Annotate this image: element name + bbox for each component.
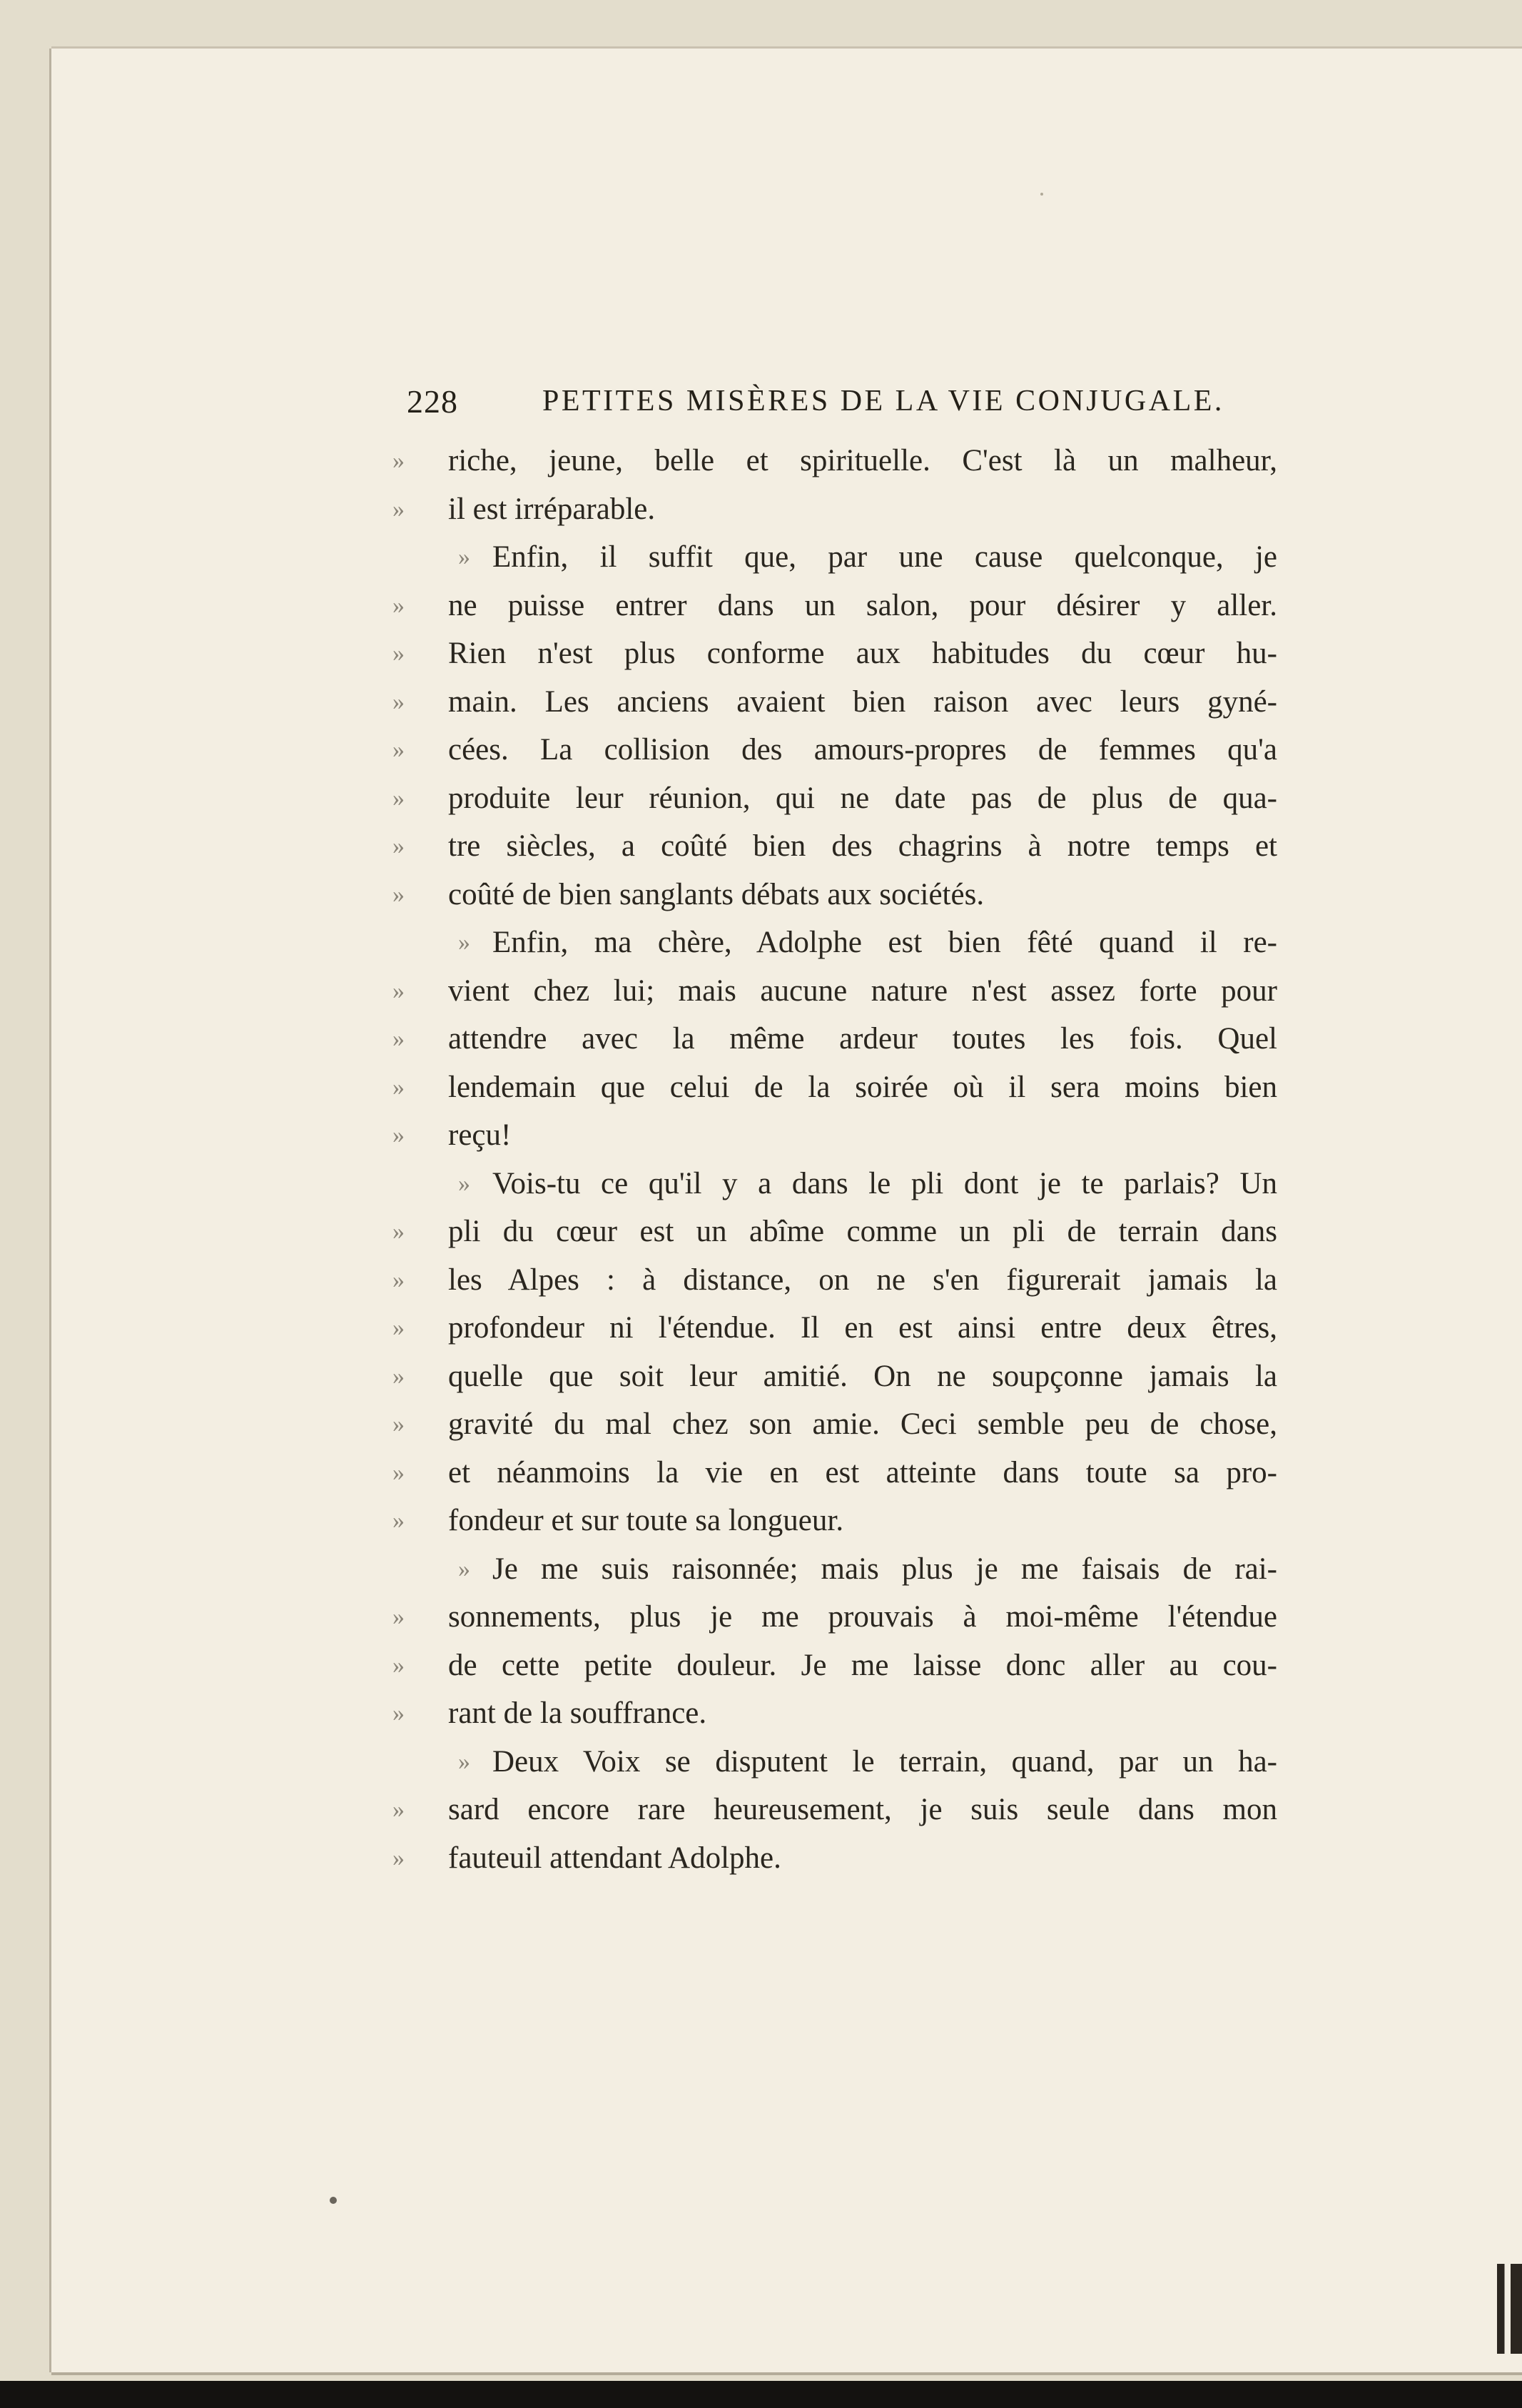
line-text: les Alpes : à distance, on ne s'en figurerait jamais la (448, 1263, 1277, 1297)
text-line (392, 533, 1277, 582)
quote-mark: » (392, 1315, 405, 1341)
page-header (407, 383, 1224, 425)
page-number: 228 (407, 383, 458, 420)
line-text: fondeur et sur toute sa longueur. (448, 1504, 844, 1537)
line-text: coûté de bien sanglants débats aux sociétés. (448, 877, 985, 911)
quote-mark: » (392, 1122, 405, 1148)
text-line (392, 1497, 1277, 1545)
text-line (392, 1449, 1277, 1497)
quote-mark: » (392, 1700, 405, 1726)
text-line (392, 1256, 1277, 1305)
quote-mark: » (392, 1651, 405, 1679)
quote-mark: » (392, 1507, 405, 1534)
quote-mark: » (458, 1170, 470, 1197)
line-text: Vois-tu ce qu'il y a dans le pli dont je te parlais? Un (492, 1166, 1277, 1200)
quote-mark: » (392, 640, 405, 667)
line-text: Je me suis raisonnée; mais plus je me faisais de rai- (492, 1552, 1277, 1586)
text-line (392, 1641, 1277, 1690)
line-text: ne puisse entrer dans un salon, pour désirer y aller. (448, 588, 1277, 622)
quote-mark: » (458, 1555, 470, 1582)
quote-mark: » (392, 592, 405, 619)
quote-mark: » (392, 1411, 405, 1437)
text-line (392, 1545, 1277, 1594)
text-line (392, 485, 1277, 534)
text-line (392, 1160, 1277, 1208)
line-text: riche, jeune, belle et spirituelle. C'est là un malheur, (448, 444, 1277, 477)
line-text: pli du cœur est un abîme comme un pli de terrain dans (448, 1215, 1277, 1248)
line-text: quelle que soit leur amitié. On ne soupçonne jamais la (448, 1359, 1277, 1393)
line-text: main. Les anciens avaient bien raison avec leurs gyné- (448, 684, 1277, 719)
quote-mark: » (392, 688, 405, 715)
quote-mark: » (392, 1073, 405, 1101)
text-line (392, 1834, 1277, 1883)
line-text: de cette petite douleur. Je me laisse donc aller au cou- (448, 1648, 1277, 1682)
text-line (392, 919, 1277, 967)
quote-mark: » (392, 784, 405, 811)
quote-mark: » (392, 1266, 405, 1293)
line-text: rant de la souffrance. (448, 1696, 707, 1730)
text-line (392, 1111, 1277, 1160)
quote-mark: » (392, 881, 405, 908)
text-line (392, 1689, 1277, 1738)
quote-mark: » (392, 737, 405, 763)
line-text: Deux Voix se disputent le terrain, quand, par un ha- (492, 1744, 1277, 1779)
quote-mark: » (392, 1026, 405, 1052)
scan-speck (1040, 193, 1043, 196)
line-text: Rien n'est plus conforme aux habitudes du cœur hu- (448, 637, 1277, 670)
text-line (392, 774, 1277, 823)
quote-mark: » (392, 1459, 405, 1486)
text-line (392, 822, 1277, 871)
line-text: il est irréparable. (448, 492, 656, 526)
quote-mark: » (392, 495, 405, 522)
quote-mark: » (392, 1796, 405, 1823)
text-line (392, 1738, 1277, 1786)
text-line (392, 1015, 1277, 1063)
text-line (392, 1063, 1277, 1112)
scan-speck (330, 2197, 337, 2204)
quote-mark: » (458, 1748, 470, 1775)
line-text: attendre avec la même ardeur toutes les fois. Quel (448, 1022, 1277, 1056)
text-line (392, 1400, 1277, 1449)
text-line (392, 1304, 1277, 1352)
text-line (392, 1786, 1277, 1834)
quote-mark: » (392, 1218, 405, 1245)
text-line (392, 629, 1277, 678)
line-text: profondeur ni l'étendue. Il en est ainsi entre deux êtres, (448, 1311, 1277, 1345)
line-text: tre siècles, a coûté bien des chagrins à notre temps et (448, 829, 1277, 863)
line-text: Enfin, ma chère, Adolphe est bien fêté quand il re- (492, 926, 1277, 959)
line-text: et néanmoins la vie en est atteinte dans toute sa pro- (448, 1455, 1277, 1489)
line-text: gravité du mal chez son amie. Ceci semble peu de chose, (448, 1407, 1277, 1441)
scan-bottom-edge (0, 2381, 1522, 2408)
text-line (392, 871, 1277, 919)
quote-mark: » (392, 833, 405, 859)
line-text: lendemain que celui de la soirée où il sera moins bien (448, 1070, 1277, 1104)
quote-mark: » (392, 1604, 405, 1630)
text-line (392, 582, 1277, 630)
line-text: fauteuil attendant Adolphe. (448, 1841, 781, 1875)
quote-mark: » (392, 1844, 405, 1871)
quote-mark: » (392, 977, 405, 1004)
line-text: vient chez lui; mais aucune nature n'est assez forte pour (448, 973, 1277, 1008)
line-text: sard encore rare heureusement, je suis seule dans mon (448, 1793, 1277, 1826)
quote-mark: » (392, 447, 405, 474)
quote-mark: » (392, 1362, 405, 1390)
running-title: PETITES MISÈRES DE LA VIE CONJUGALE. (542, 385, 1224, 418)
text-line (392, 678, 1277, 727)
page-edge-mark (1497, 2264, 1522, 2354)
quote-mark: » (458, 929, 470, 956)
text-line (392, 1593, 1277, 1641)
line-text: produite leur réunion, qui ne date pas de plus de qua- (448, 781, 1277, 815)
line-text: cées. La collision des amours-propres de femmes qu'a (448, 733, 1277, 767)
line-text: Enfin, il suffit que, par une cause quelconque, je (492, 540, 1277, 574)
line-text: sonnements, plus je me prouvais à moi-même l'étendue (448, 1600, 1277, 1634)
text-line (392, 1352, 1277, 1401)
body-text (392, 437, 1277, 1882)
text-line (392, 1208, 1277, 1256)
text-line (392, 967, 1277, 1016)
text-line (392, 726, 1277, 774)
quote-mark: » (458, 544, 470, 570)
text-line (392, 437, 1277, 485)
line-text: reçu! (448, 1118, 512, 1152)
